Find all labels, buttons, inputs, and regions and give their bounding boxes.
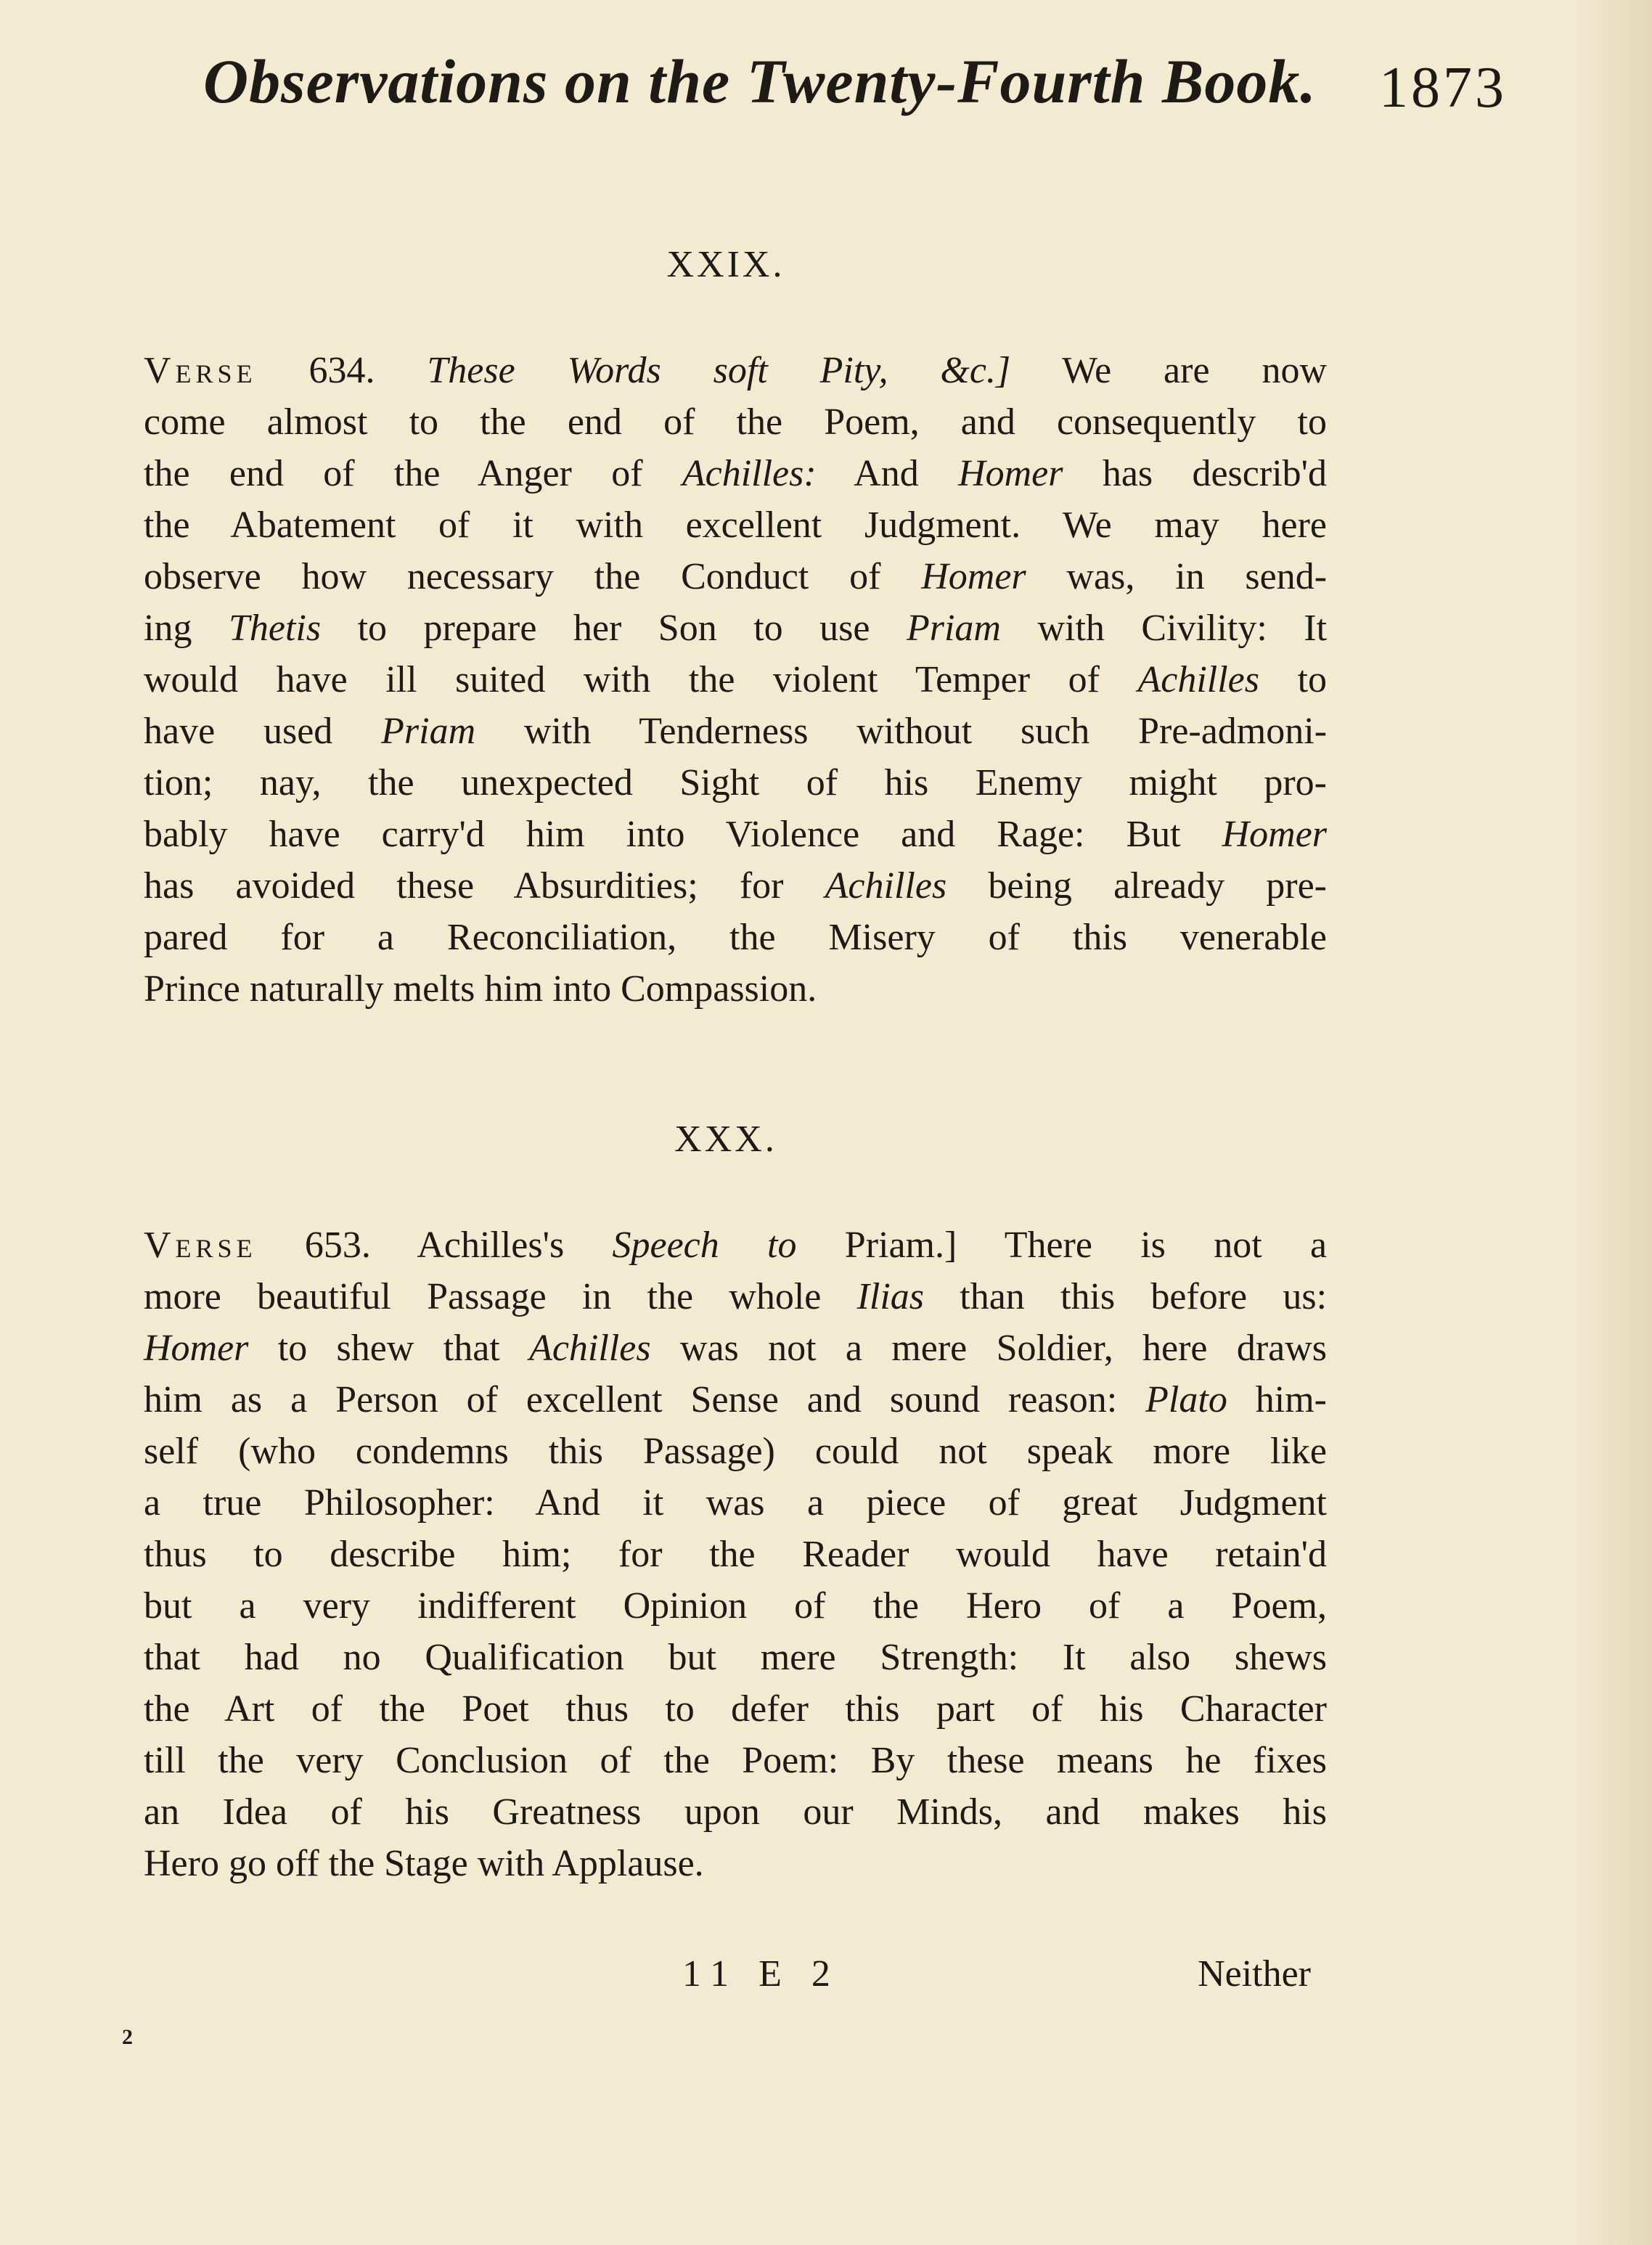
section-paragraph-xxix [144,345,1327,1015]
section-paragraph-xxx [144,1219,1327,1889]
section-heading-xxix: XXIX. [666,244,785,285]
verse-number: 634. [308,350,375,391]
verse-label: Verse [144,1224,257,1266]
verse-lemma: Speech to [612,1224,797,1266]
text-line: thus to describe him; for the Reader would have retain'd [144,1534,1327,1575]
text-line: come almost to the end of the Poem, and consequently to [144,401,1327,443]
text-line: bably have carry'd him into Violence and Rage: But Homer [144,814,1328,855]
text-line: Prince naturally melts him into Compassion. [144,968,817,1010]
text-line: would have ill suited with the violent Temper of Achilles to [144,659,1328,700]
catchword: Neither [1198,1953,1311,1995]
running-title: Observations on the Twenty-Fourth Book. [203,46,1317,116]
page-edge-shadow [1572,0,1652,2245]
text-line: the Art of the Poet thus to defer this part of his Character [144,1688,1327,1730]
running-head [203,45,1507,132]
text-line: has avoided these Absurdities; for Achilles being already pre- [144,865,1327,907]
section-heading-xxx: XXX. [674,1119,777,1160]
text-line: have used Priam with Tenderness without such Pre-admoni- [144,711,1328,752]
verse-label: Verse [144,350,257,391]
text-line: but a very indifferent Opinion of the Hero of a Poem, [144,1585,1327,1627]
text-line: that had no Qualification but mere Strength: It also shews [144,1637,1327,1678]
text-line: tion; nay, the unexpected Sight of his Enemy might pro- [144,762,1327,803]
text-line: Verse 634. These Words soft Pity, &c.] We are now [144,350,1327,391]
text-line: the end of the Anger of Achilles: And Homer has describ'd [144,453,1328,494]
text-line: pared for a Reconciliation, the Misery of this venerable [144,917,1327,958]
text-line: observe how necessary the Conduct of Homer was, in send- [144,556,1328,597]
text-line: an Idea of his Greatness upon our Minds, and makes his [144,1791,1327,1833]
verse-lemma: These Words soft Pity, &c.] [427,350,1011,391]
signature-mark: 11 E 2 [682,1953,841,1995]
text-line: Verse 653. Achilles's Speech to Priam.] There is not a [144,1224,1328,1266]
text-line: till the very Conclusion of the Poem: By these means he fixes [144,1740,1327,1781]
text-line: Homer to shew that Achilles was not a mere Soldier, here draws [144,1328,1328,1369]
text-line: more beautiful Passage in the whole Ilias than this before us: [144,1276,1328,1317]
verse-lemma-name: Priam.] [844,1224,957,1266]
text-line: him as a Person of excellent Sense and sound reason: Plato him- [144,1379,1327,1420]
page-number: 1873 [1379,56,1507,120]
verse-lemma-name: Achilles's [417,1224,565,1266]
text-line: a true Philosopher: And it was a piece of great Judgment [144,1482,1327,1524]
stray-mark: 2 [122,2025,133,2049]
text-line: ing Thetis to prepare her Son to use Priam with Civility: It [144,608,1328,649]
text-line: the Abatement of it with excellent Judgment. We may here [144,504,1327,546]
text-line: self (who condemns this Passage) could not speak more like [144,1431,1327,1472]
verse-number: 653. [304,1224,371,1266]
text-line: Hero go off the Stage with Applause. [144,1843,704,1884]
